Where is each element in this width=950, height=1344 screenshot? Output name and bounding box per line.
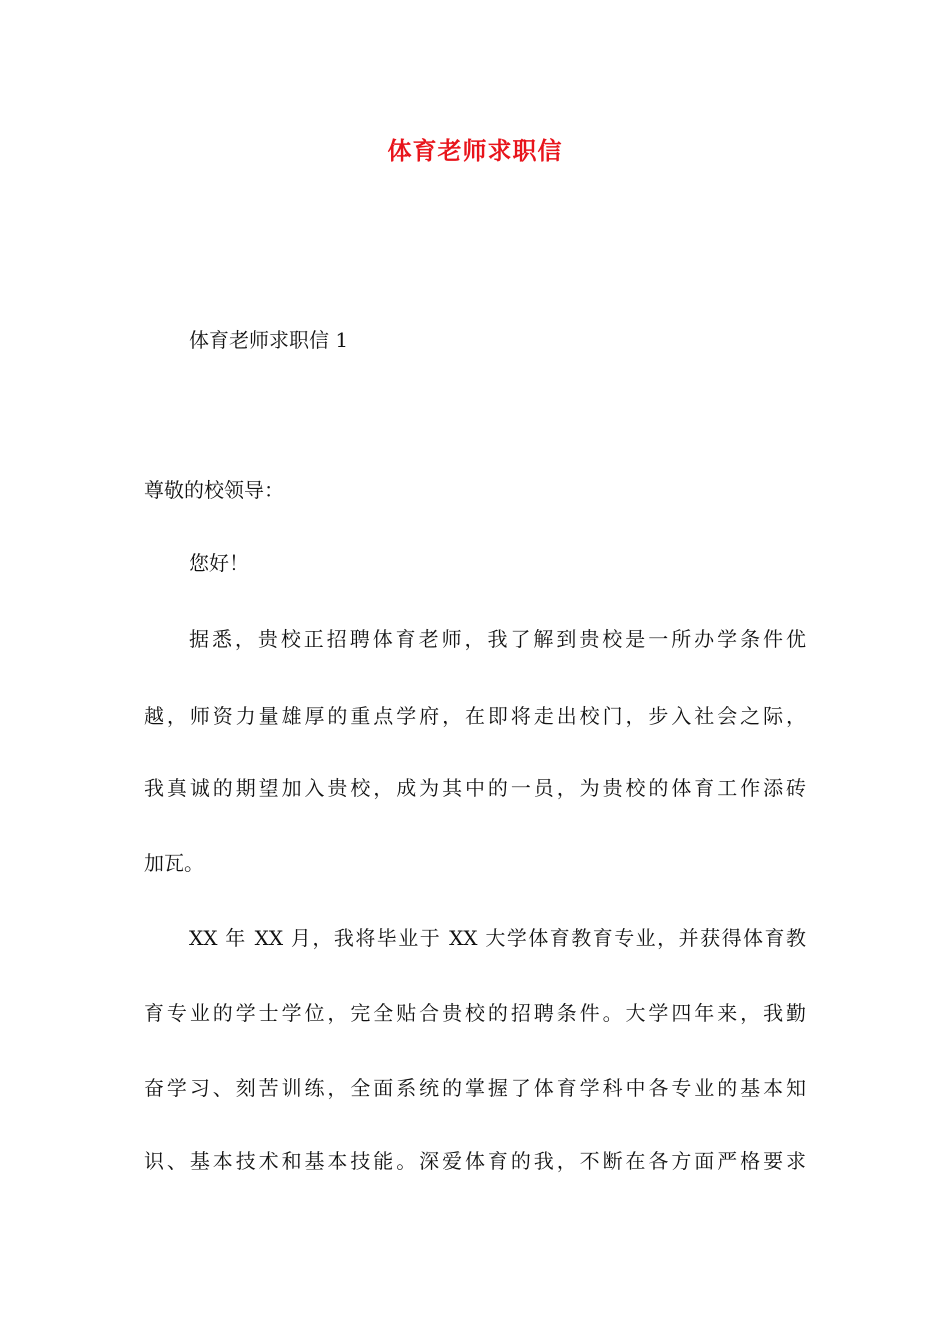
- paragraph-2-line-4: 识、基本技术和基本技能。深爱体育的我，不断在各方面严格要求: [144, 1149, 806, 1173]
- salutation: 尊敬的校领导：: [144, 478, 284, 502]
- paragraph-2-line-3: 奋学习、刻苦训练，全面系统的掌握了体育学科中各专业的基本知: [144, 1076, 806, 1100]
- section-heading: 体育老师求职信 1: [189, 328, 349, 352]
- greeting: 您好！: [189, 551, 249, 575]
- paragraph-1-line-1: 据悉，贵校正招聘体育老师，我了解到贵校是一所办学条件优: [189, 627, 806, 651]
- document-title: 体育老师求职信: [387, 136, 563, 165]
- paragraph-1-line-4: 加瓦。: [144, 851, 204, 875]
- paragraph-1-line-3: 我真诚的期望加入贵校，成为其中的一员，为贵校的体育工作添砖: [144, 776, 806, 800]
- paragraph-2-line-1: XX 年 XX 月，我将毕业于 XX 大学体育教育专业，并获得体育教: [189, 926, 806, 950]
- paragraph-1-line-2: 越，师资力量雄厚的重点学府，在即将走出校门，步入社会之际，: [144, 704, 806, 728]
- paragraph-2-line-2: 育专业的学士学位，完全贴合贵校的招聘条件。大学四年来，我勤: [144, 1001, 806, 1025]
